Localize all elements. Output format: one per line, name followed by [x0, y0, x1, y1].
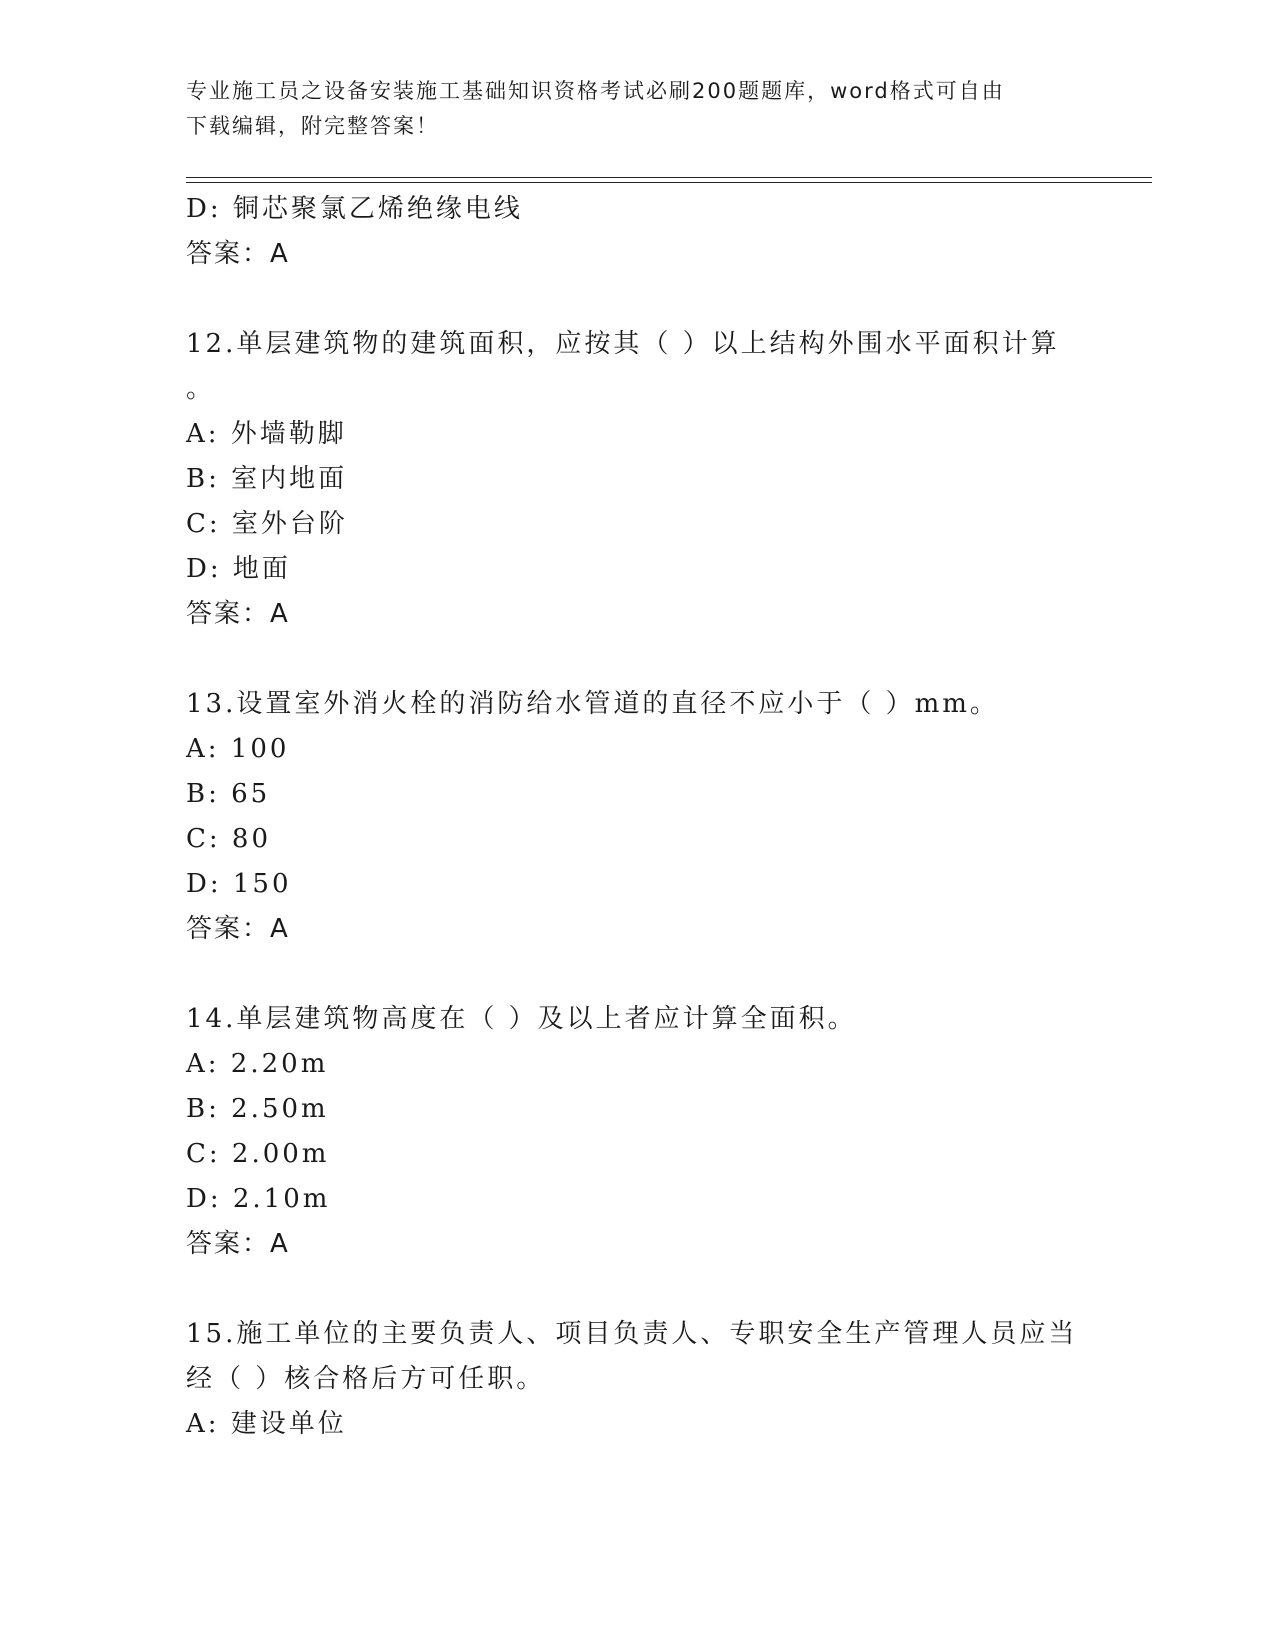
q12-stem-line-1: 12.单层建筑物的建筑面积，应按其（ ）以上结构外围水平面积计算 — [186, 329, 1060, 359]
q13-option-d: D: 150 — [186, 869, 292, 899]
header-title-line-1: 专业施工员之设备安装施工基础知识资格考试必刷200题题库，word格式可自由 — [186, 79, 1005, 103]
q15-stem-line-1: 15.施工单位的主要负责人、项目负责人、专职安全生产管理人员应当 — [186, 1319, 1078, 1349]
q13-stem-line-1: 13.设置室外消火栓的消防给水管道的直径不应小于（ ）mm。 — [186, 689, 999, 719]
header-divider-bottom — [186, 182, 1152, 183]
q14-option-d: D: 2.10m — [186, 1184, 331, 1214]
q15-stem-line-2: 经（ ）核合格后方可任职。 — [186, 1364, 546, 1394]
q14-option-c: C: 2.00m — [186, 1139, 330, 1169]
q14-stem-line-1: 14.单层建筑物高度在（ ）及以上者应计算全面积。 — [186, 1004, 857, 1034]
header-divider-top — [186, 177, 1152, 178]
q12-stem-line-2: 。 — [186, 374, 216, 404]
q12-option-a: A: 外墙勒脚 — [186, 419, 347, 449]
header-title-line-2: 下载编辑，附完整答案！ — [186, 114, 439, 138]
q14-answer: 答案：A — [186, 1229, 290, 1259]
q12-option-b: B: 室内地面 — [186, 464, 348, 494]
q14-option-a: A: 2.20m — [186, 1049, 329, 1079]
q13-answer: 答案：A — [186, 914, 290, 944]
q12-option-c: C: 室外台阶 — [186, 509, 348, 539]
q11-option-d: D: 铜芯聚氯乙烯绝缘电线 — [186, 194, 523, 224]
q13-option-a: A: 100 — [186, 734, 290, 764]
q13-option-c: C: 80 — [186, 824, 272, 854]
q14-option-b: B: 2.50m — [186, 1094, 329, 1124]
document-header — [186, 74, 1066, 144]
q11-answer: 答案：A — [186, 239, 290, 269]
q12-option-d: D: 地面 — [186, 554, 291, 584]
q13-option-b: B: 65 — [186, 779, 271, 809]
q12-answer: 答案：A — [186, 599, 290, 629]
q15-option-a: A: 建设单位 — [186, 1409, 347, 1439]
